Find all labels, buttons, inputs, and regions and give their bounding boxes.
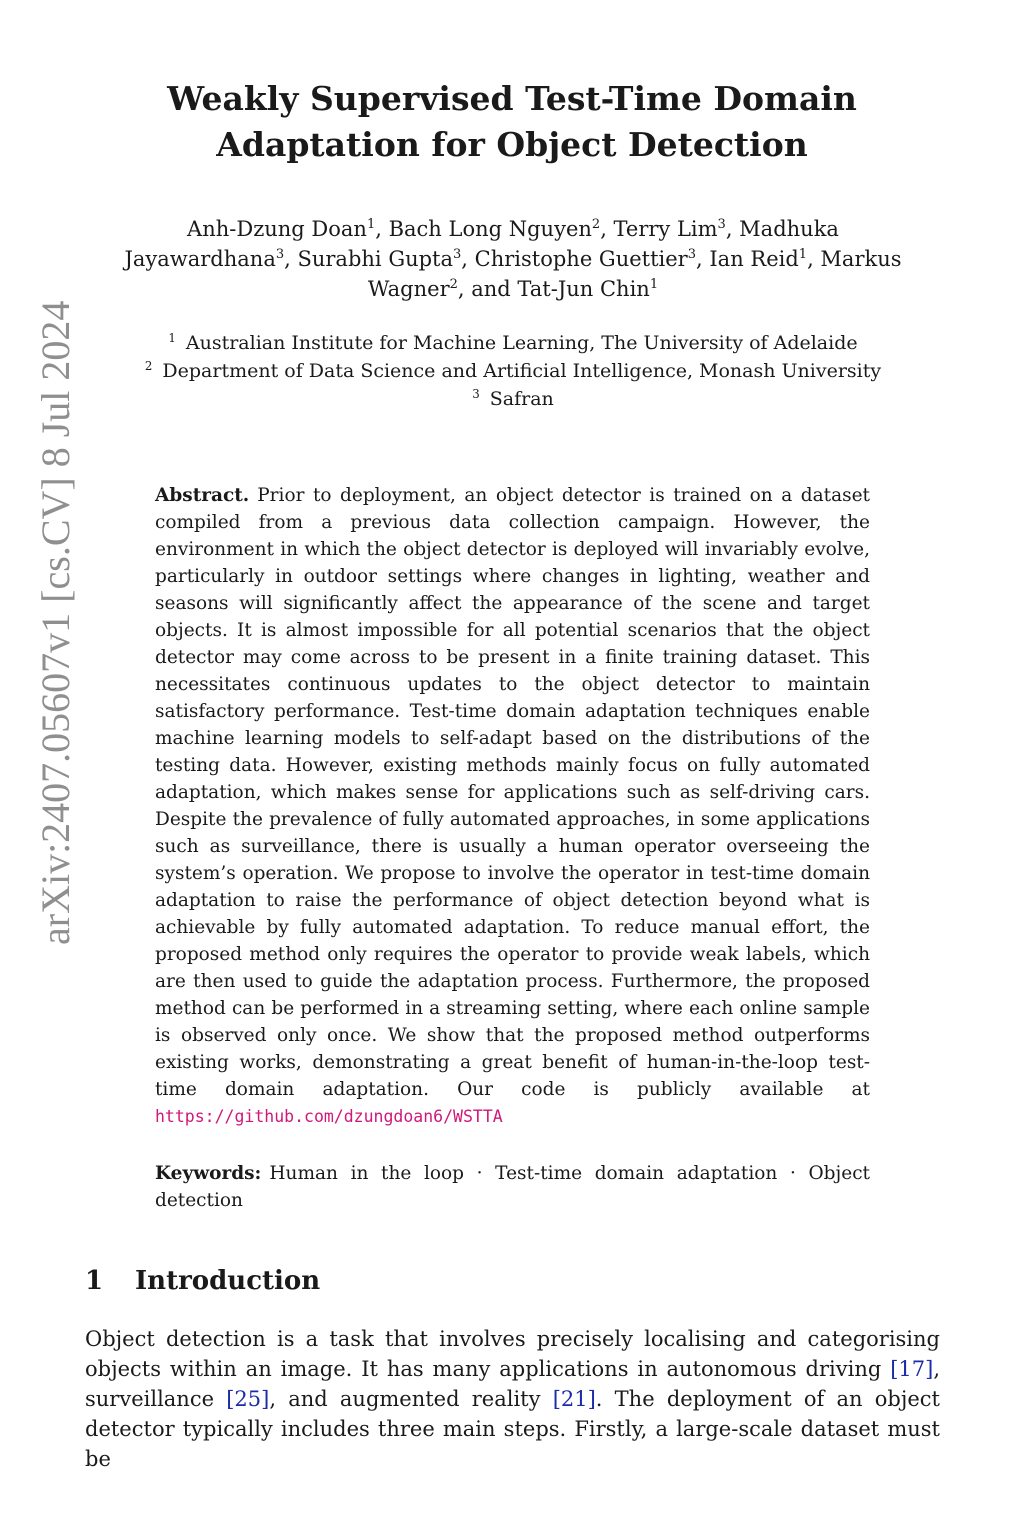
title-line-2: Adaptation for Object Detection [216, 125, 808, 164]
affiliation-number: 3 [472, 386, 480, 401]
author-affiliation-mark: 3 [687, 247, 697, 262]
author-name: Tat-Jun Chin [517, 277, 650, 301]
intro-text: , and augmented reality [269, 1387, 541, 1411]
author-name: Surabhi Gupta [297, 247, 454, 271]
affiliation-list [96, 329, 930, 413]
author-affiliation-mark: 3 [717, 217, 726, 232]
paper-title [110, 76, 914, 168]
author-name: Bach Long Nguyen [388, 217, 592, 241]
abstract-text: Prior to deployment, an object detector is trained on a dataset compiled from a previous data collection campaign. However, the environment in which the object detector is deployed will invariably evolve, particularly in outdoor settings where changes in lighting, weather and seasons will significantly affect the appearance of the scene and target objects. It is almost impossible for all potential scenarios that the object detector may come across to be present in a finite training dataset. This necessitates continuous updates to the object detector to maintain satisfactory performance. Test-time domain adaptation techniques enable machine learning models to self-adapt based on the distributions of the testing data. However, existing methods mainly focus on fully automated adaptation, which makes sense for applications such as self-driving cars. Despite the prevalence of fully automated approaches, in some applications such as surveillance, there is usually a human operator overseeing the system’s operation. We propose to involve the operator in test-time domain adaptation to raise the performance of object detection beyond what is achievable by fully automated adaptation. To reduce manual effort, the proposed method only requires the operator to provide weak labels, which are then used to guide the adaptation process. Furthermore, the proposed method can be performed in a streaming setting, where each online sample is observed only once. We show that the proposed method outperforms existing works, demonstrating a great benefit of human-in-the-loop test-time domain adaptation. Our code is publicly available at [155, 485, 870, 1100]
intro-text: Object detection is a task that involves precisely localising and categorising objects within an image. It has many applications in autonomous driving [85, 1327, 940, 1381]
author-line-1: Anh-Dzung Doan$^1$, Bach Long Nguyen$^2$, Terry Lim$^3$, Madhuka [187, 217, 839, 241]
section-title: Introduction [135, 1266, 321, 1296]
citation-link[interactable]: [21] [552, 1387, 596, 1411]
intro-text: , surveillance [85, 1357, 940, 1411]
citation-link[interactable]: [17] [890, 1357, 934, 1381]
author-line-3: Wagner$^2$, and Tat-Jun Chin$^1$ [367, 277, 659, 301]
title-line-1: Weakly Supervised Test-Time Domain [167, 79, 857, 118]
author-affiliation-mark: 2 [591, 217, 601, 232]
affiliation-item [96, 385, 930, 413]
code-url-link[interactable]: https://github.com/dzungdoan6/WSTTA [155, 1107, 503, 1126]
author-affiliation-mark: 2 [449, 277, 458, 292]
intro-text: . The deployment of an object detector typically includes three main steps. Firstly, a large-scale dataset must be [85, 1387, 940, 1471]
affiliation-text: Department of Data Science and Artificial Intelligence, Monash University [162, 360, 882, 382]
section-number: 1 [85, 1266, 104, 1296]
affiliation-number: 2 [144, 358, 153, 373]
citation-link[interactable]: [25] [226, 1387, 270, 1411]
affiliation-text: Australian Institute for Machine Learning, The University of Adelaide [185, 332, 858, 354]
keywords-label: Keywords: [155, 1163, 262, 1184]
affiliation-text: Safran [489, 388, 554, 410]
affiliation-item [96, 357, 930, 385]
author-name: Ian Reid [709, 247, 799, 271]
author-affiliation-mark: 1 [798, 247, 808, 262]
author-name: Christophe Guettier [474, 247, 688, 271]
keywords-text: Human in the loop · Test-time domain adaptation · Object detection [155, 1163, 870, 1211]
keywords [155, 1160, 870, 1214]
author-line-2: Jayawardhana$^3$, Surabhi Gupta$^3$, Christophe Guettier$^3$, Ian Reid$^1$, Markus [124, 247, 902, 271]
author-name: Terry Lim [613, 217, 718, 241]
abstract [155, 482, 870, 1130]
arxiv-identifier: arXiv:2407.05607v1 [cs.CV] 8 Jul 2024 [33, 300, 78, 945]
author-list [96, 214, 930, 304]
intro-paragraph [85, 1324, 940, 1474]
affiliation-item [96, 329, 930, 357]
author-name: Anh-Dzung Doan [187, 217, 367, 241]
affiliation-number: 1 [168, 330, 176, 345]
abstract-label: Abstract. [155, 485, 250, 506]
author-affiliation-mark: 3 [275, 247, 285, 262]
author-affiliation-mark: 3 [453, 247, 462, 262]
section-heading [85, 1262, 320, 1300]
author-affiliation-mark: 1 [366, 217, 376, 232]
author-affiliation-mark: 1 [649, 277, 659, 292]
